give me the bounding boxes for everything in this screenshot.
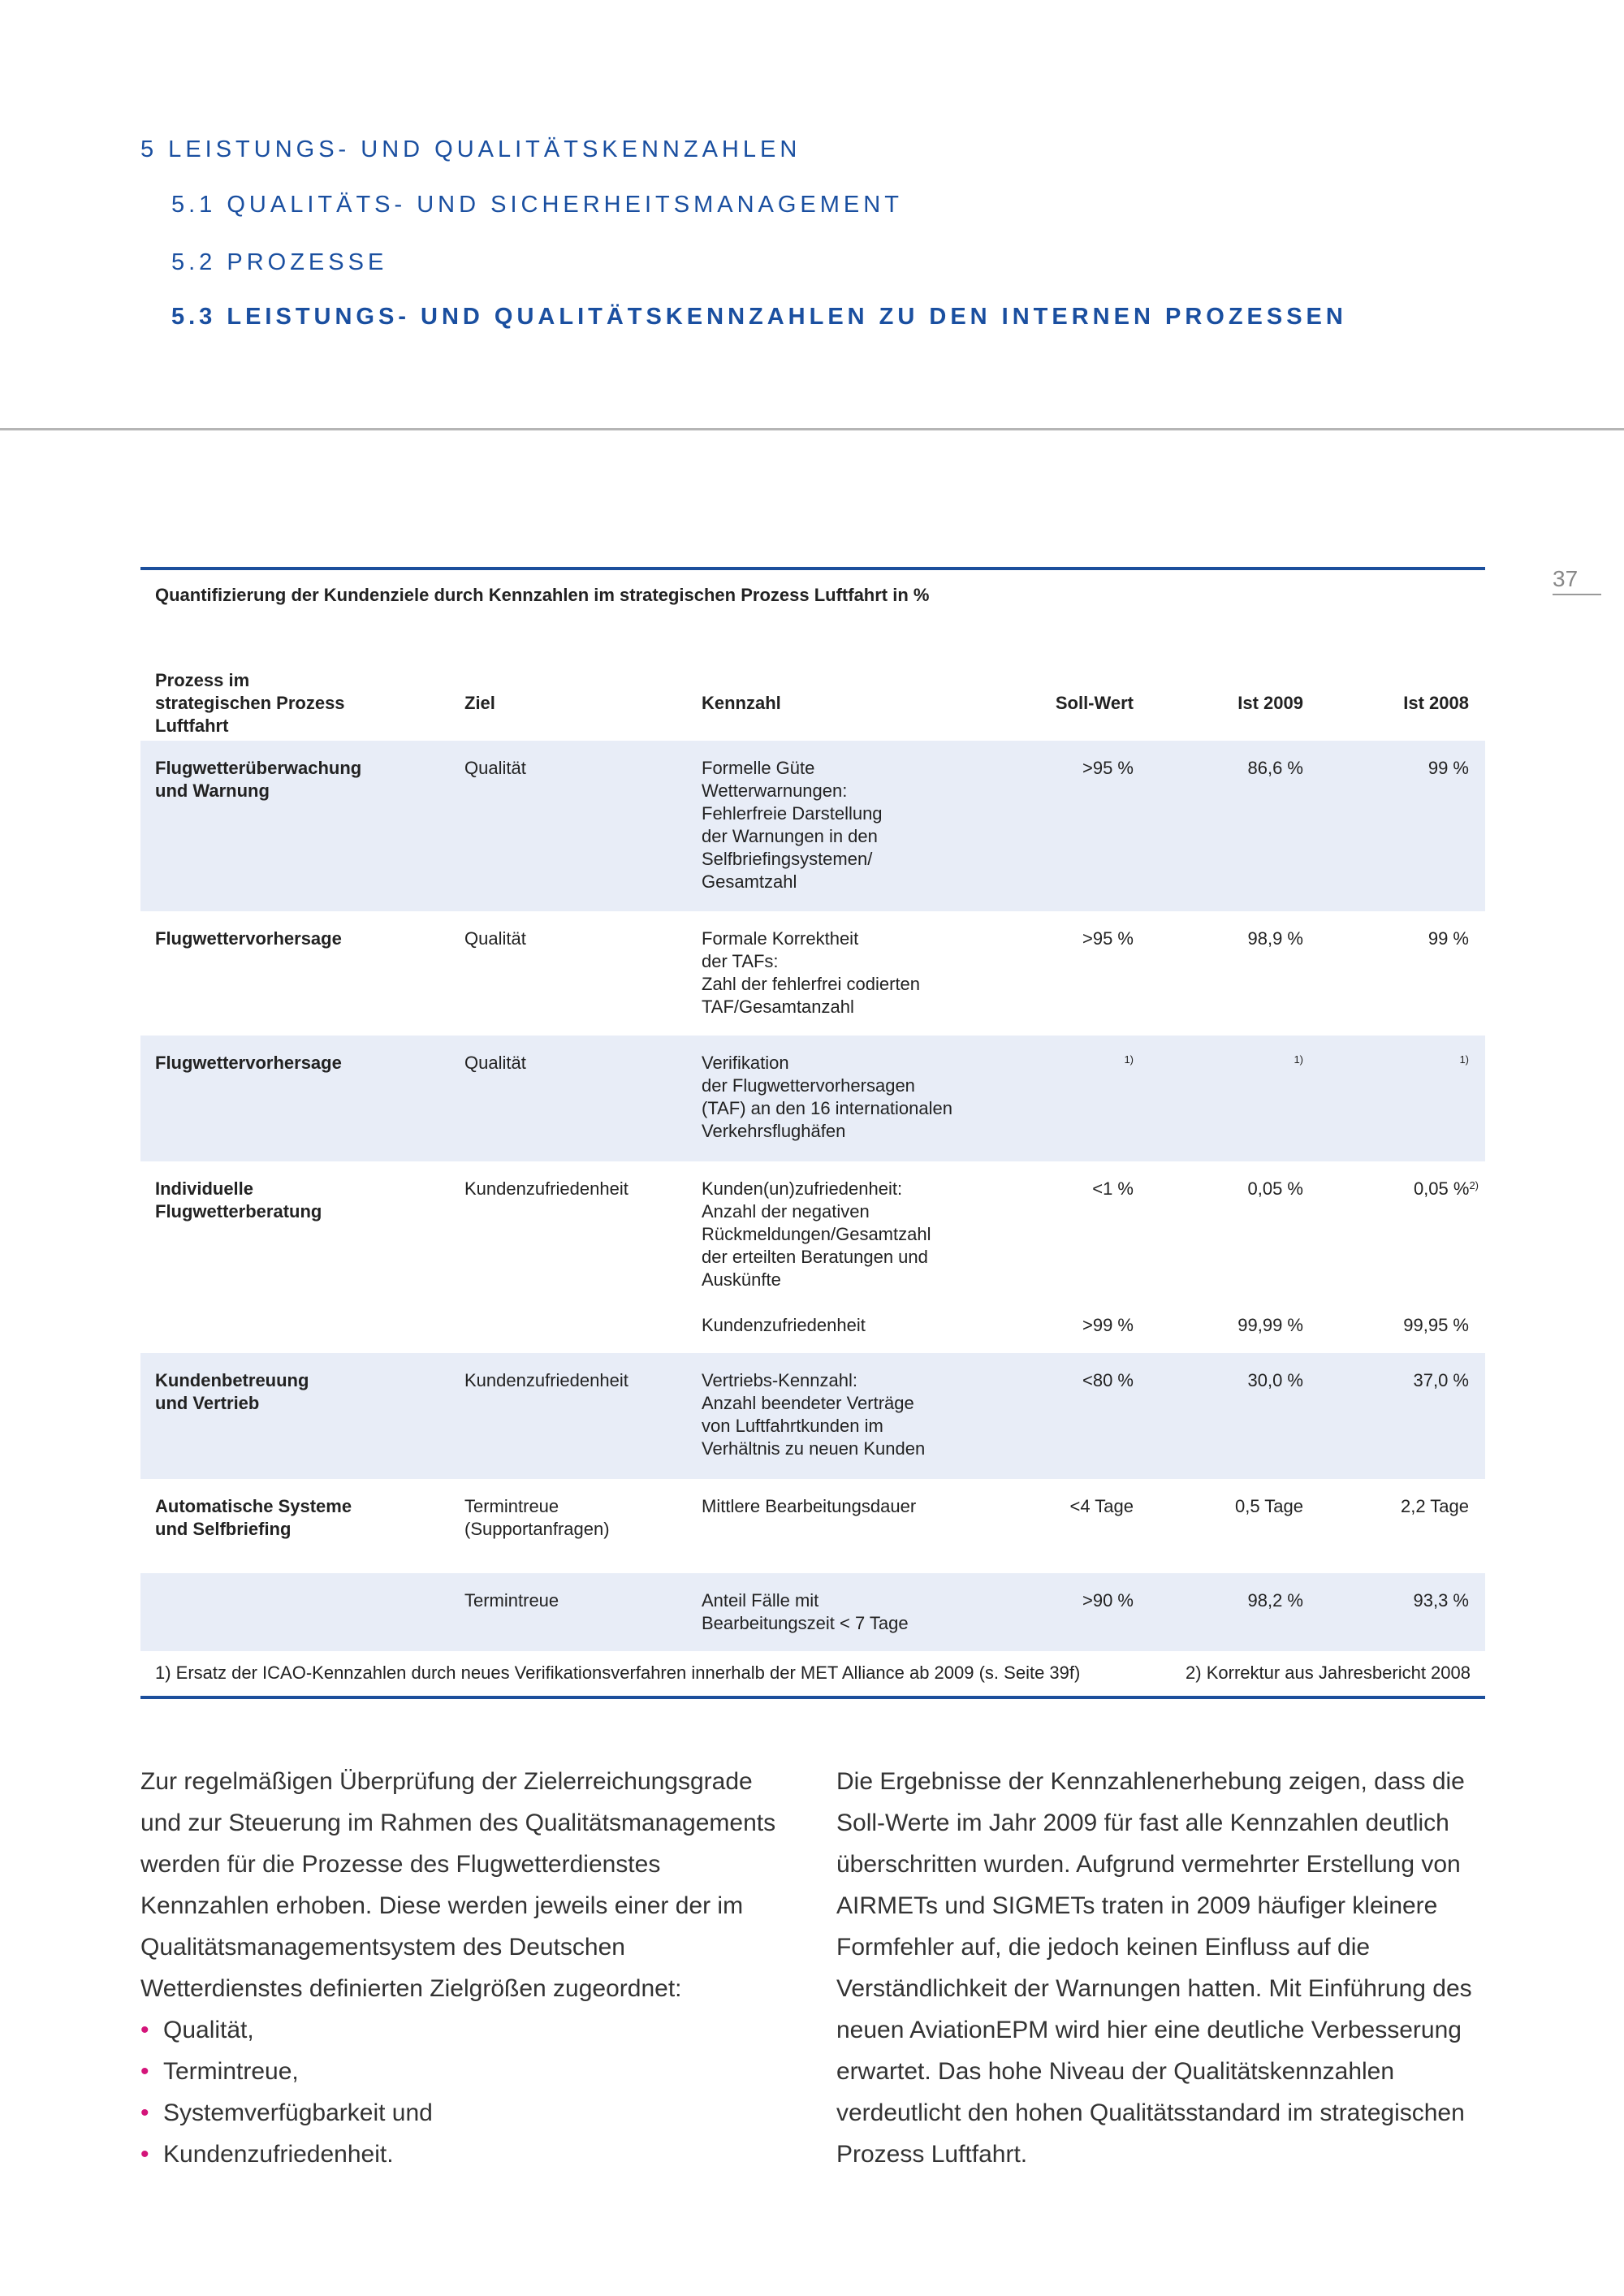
subcell-soll: >99 % [1082,1315,1134,1335]
bullet-icon: • [140,2017,149,2043]
cell-ziel: Termintreue [464,1590,559,1611]
header-kennzahl: Kennzahl [702,693,781,713]
header-ziel: Ziel [464,693,495,713]
cell-soll: >95 % [1082,928,1134,949]
cell-ist2009: 30,0 % [1247,1370,1303,1390]
table-row [140,1353,1485,1479]
list-item: • Qualität, [140,2009,790,2051]
toc-chapter-5[interactable]: 5 LEISTUNGS- UND QUALITÄTSKENNZAHLEN [140,136,801,162]
subcell-ist2009: 99,99 % [1237,1315,1303,1335]
cell-soll: <80 % [1082,1370,1134,1390]
cell-ziel: Kundenzufriedenheit [464,1370,628,1390]
footnote-marker: 2) [1469,1179,1479,1191]
cell-prozess: Individuelle Flugwetterberatung [155,1178,322,1222]
cell-ziel: Kundenzufriedenheit [464,1178,628,1199]
cell-ziel: Qualität [464,1053,526,1073]
subcell-kennzahl: Kundenzufriedenheit [702,1315,866,1335]
toc-section-5-3-active[interactable]: 5.3 LEISTUNGS- UND QUALITÄTSKENNZAHLEN ZU DEN INTERNEN PROZESSEN [171,304,1347,330]
table-row [140,1573,1485,1651]
cell-ziel: Qualität [464,928,526,949]
cell-soll: <1 % [1092,1178,1134,1199]
cell-kennzahl: Kunden(un)zufriedenheit: Anzahl der negativen Rückmeldungen/Gesamtzahl der erteilten Beratungen und Auskünfte [702,1178,931,1290]
cell-ist2008: 1) [1459,1053,1469,1066]
subcell-ist2008: 99,95 % [1403,1315,1469,1335]
cell-ziel: Termintreue (Supportanfragen) [464,1496,610,1539]
cell-ist2008: 99 % [1427,928,1469,949]
cell-kennzahl: Formelle Güte Wetterwarnungen: Fehlerfreie Darstellung der Warnungen in den Selfbriefingsystemen/ Gesamtzahl [702,758,883,892]
table-row [140,1161,1485,1353]
header-divider [0,428,1624,430]
cell-kennzahl: Mittlere Bearbeitungsdauer [702,1496,917,1516]
cell-soll: 1) [1124,1053,1134,1066]
list-item: • Kundenzufriedenheit. [140,2134,790,2175]
bullet-icon: • [140,2099,149,2126]
table-header-row [140,629,1485,741]
cell-ist2009: 0,5 Tage [1234,1496,1303,1516]
header-soll: Soll-Wert [1055,693,1134,713]
right-paragraph: Die Ergebnisse der Kennzahlenerhebung zeigen, dass die Soll-Werte im Jahr 2009 für fast alle Kennzahlen deutlich überschritten wurden. Aufgrund vermehrter Erstellung von AIRMETs und SIGMETs traten in 2009 häufiger kleinere Formfehler auf, die jedoch keinen Einfluss auf die Verständlichkeit der Warnungen hatten. Mit Einführung des neuen AviationEPM wird hier eine deutliche Verbesserung erwartet. Das hohe Niveau der Qualitätskennzahlen verdeutlicht den hohen Qualitätsstandard im strategischen Prozess Luftfahrt. [836,1768,1472,2168]
cell-ist2008: 37,0 % [1413,1370,1469,1390]
list-item: • Termintreue, [140,2051,790,2092]
cell-ist2009: 98,2 % [1247,1590,1303,1611]
cell-prozess: Automatische Systeme und Selfbriefing [155,1496,352,1539]
toc-section-5-2[interactable]: 5.2 PROZESSE [171,249,388,275]
left-paragraph: Zur regelmäßigen Überprüfung der Zielerreichungsgrade und zur Steuerung im Rahmen des Qualitätsmanagements werden für die Prozesse des Flugwetterdienstes Kennzahlen erhoben. Diese werden jeweils einer der im Qualitätsmanagementsystem des Deutschen Wetterdienstes definierten Zielgrößen zugeordnet: [140,1768,776,2002]
header-prozess: Prozess im strategischen Prozess Luftfahrt [155,670,345,736]
cell-prozess: Flugwettervorhersage [155,928,342,949]
table-row [140,1479,1485,1573]
bullet-icon: • [140,2141,149,2168]
table-bottom-rule [140,1696,1485,1699]
header-ist-2008: Ist 2008 [1403,693,1469,713]
body-left-column [140,1761,790,2175]
table-row [140,911,1485,1036]
footnote-2: 2) Korrektur aus Jahresbericht 2008 [1186,1663,1471,1683]
table-row [140,741,1485,911]
cell-soll: <4 Tage [1069,1496,1134,1516]
cell-ist2008: 2,2 Tage [1400,1496,1469,1516]
cell-soll: >90 % [1082,1590,1134,1611]
bullet-icon: • [140,2058,149,2085]
footnote-1: 1) Ersatz der ICAO-Kennzahlen durch neues Verifikationsverfahren innerhalb der MET Alliance ab 2009 (s. Seite 39f) [155,1663,1081,1683]
cell-kennzahl: Anteil Fälle mit Bearbeitungszeit < 7 Tage [702,1590,909,1633]
table-row [140,1036,1485,1161]
table-footnotes [140,1651,1485,1696]
cell-kennzahl: Formale Korrektheit der TAFs: Zahl der fehlerfrei codierten TAF/Gesamtanzahl [702,928,921,1017]
cell-ist2008: 93,3 % [1413,1590,1469,1611]
cell-prozess: Kundenbetreuung und Vertrieb [155,1370,309,1413]
cell-soll: >95 % [1082,758,1134,778]
target-list [140,2009,790,2175]
cell-ist2008: 0,05 %$^{2)}$ [1413,1178,1479,1199]
list-item: • Systemverfügbarkeit und [140,2092,790,2134]
cell-ist2009: 0,05 % [1247,1178,1303,1199]
toc-section-5-1[interactable]: 5.1 QUALITÄTS- UND SICHERHEITSMANAGEMENT [171,192,903,218]
cell-ist2009: 86,6 % [1247,758,1303,778]
cell-ist2008: 99 % [1427,758,1469,778]
cell-ist2009: 1) [1294,1053,1303,1066]
table-title: Quantifizierung der Kundenziele durch Kennzahlen im strategischen Prozess Luftfahrt in % [155,585,930,605]
cell-prozess: Flugwetterüberwachung und Warnung [155,758,362,801]
cell-kennzahl: Vertriebs-Kennzahl: Anzahl beendeter Verträge von Luftfahrtkunden im Verhältnis zu neuen Kunden [702,1370,926,1459]
cell-ziel: Qualität [464,758,526,778]
kpi-table [140,567,1485,1699]
cell-kennzahl: Verifikation der Flugwettervorhersagen (TAF) an den 16 internationalen Verkehrsflughäfen [702,1053,952,1141]
header-ist-2009: Ist 2009 [1237,693,1303,713]
body-right-column [836,1761,1494,2175]
page-number-underline [1553,594,1601,595]
page-number: 37 [1553,566,1579,591]
cell-prozess: Flugwettervorhersage [155,1053,342,1073]
cell-ist2009: 98,9 % [1247,928,1303,949]
